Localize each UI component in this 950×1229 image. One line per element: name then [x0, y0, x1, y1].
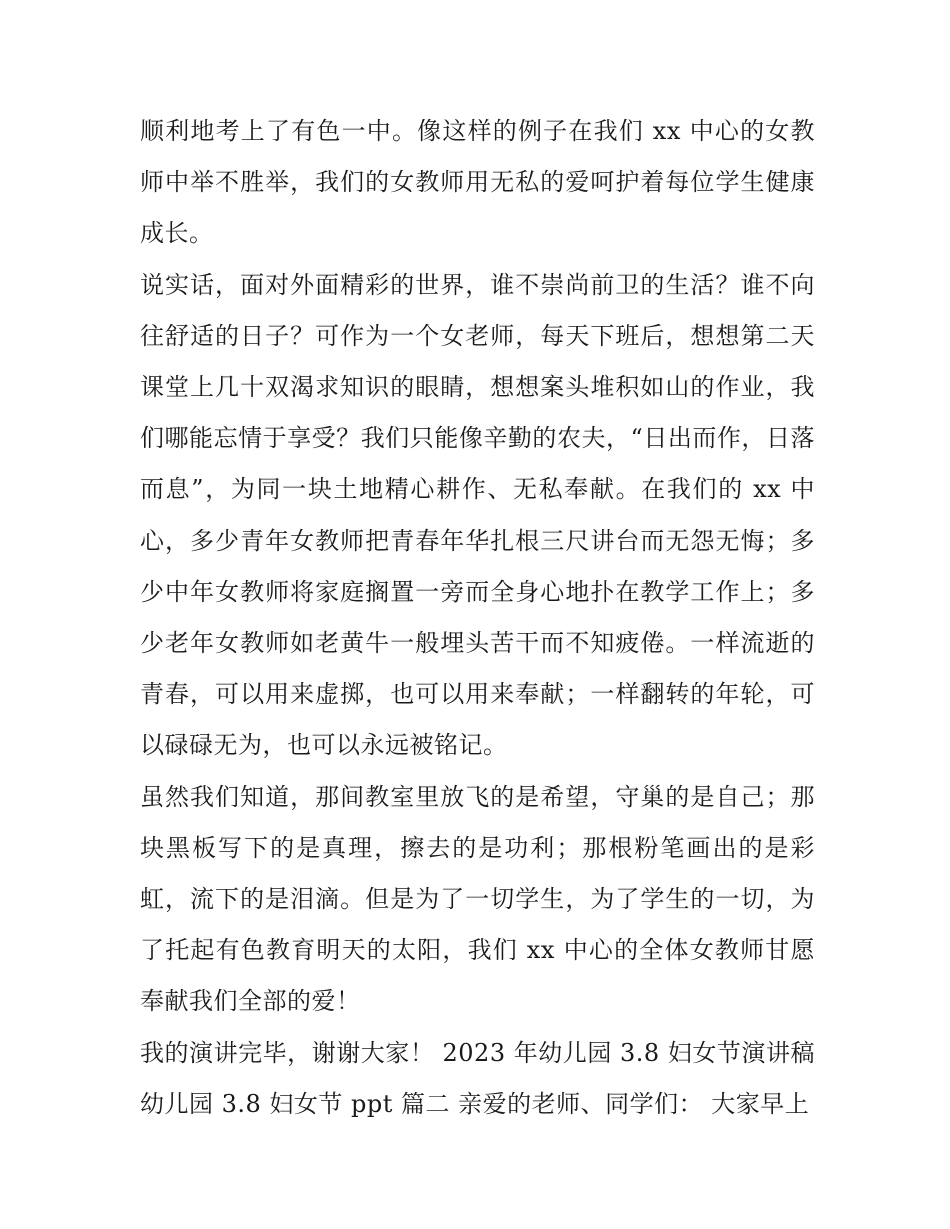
speech-text [140, 106, 815, 1130]
paragraph-1: 顺利地考上了有色一中。像这样的例子在我们 xx 中心的女教师中举不胜举，我们的女教师用无私的爱呵护着每位学生健康成长。 [140, 117, 815, 248]
paragraph-4: 我的演讲完毕，谢谢大家！ 2023 年幼儿园 3.8 妇女节演讲稿幼儿园 3.8 妇女节 ppt 篇二 亲爱的老师、同学们： 大家早上 [140, 1038, 815, 1118]
paragraph-2: 说实话，面对外面精彩的世界，谁不崇尚前卫的生活？谁不向往舒适的日子？可作为一个女老师，每天下班后，想想第二天课堂上几十双渴求知识的眼睛，想想案头堆积如山的作业，我们哪能忘情于享受？我们只能像辛勤的农夫，“日出而作，日落而息”，为同一块土地精心耕作、无私奉献。在我们的 xx 中心，多少青年女教师把青春年华扎根三尺讲台而无怨无悔；多少中年女教师将家庭搁置一旁而全身心地扑在教学工作上；多少老年女教师如老黄牛一般埋头苦干而不知疲倦。一样流逝的青春，可以用来虚掷，也可以用来奉献；一样翻转的年轮，可以碌碌无为，也可以永远被铭记。 [140, 270, 815, 760]
paragraph-3: 虽然我们知道，那间教室里放飞的是希望，守巢的是自己；那块黑板写下的是真理，擦去的是功利；那根粉笔画出的是彩虹，流下的是泪滴。但是为了一切学生，为了学生的一切，为了托起有色教育明天的太阳，我们 xx 中心的全体女教师甘愿奉献我们全部的爱！ [140, 782, 815, 1016]
